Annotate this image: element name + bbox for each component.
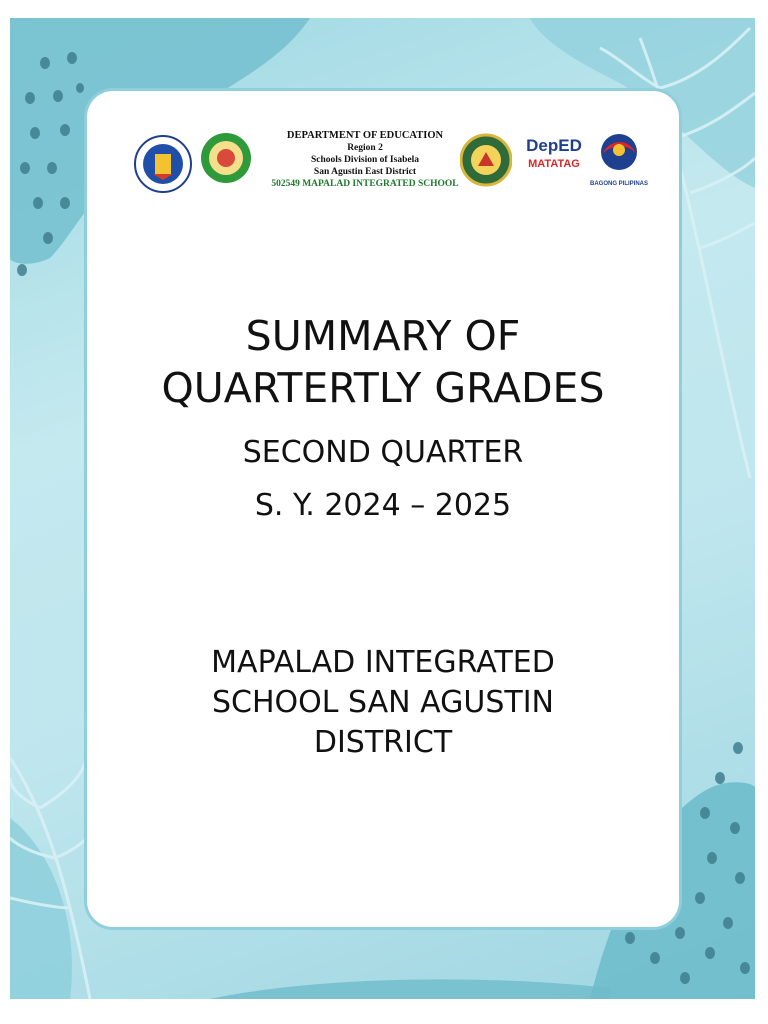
district-seal-icon (200, 132, 252, 184)
school-name (183, 643, 583, 763)
school-seal-icon (460, 132, 512, 188)
school-name-line-1: MAPALAD INTEGRATED (211, 645, 555, 680)
deped-logo-text: DepED (526, 136, 582, 155)
deped-matatag-logo (526, 136, 582, 188)
school-name-line-2: SCHOOL SAN AGUSTIN (212, 685, 554, 720)
department-name: DEPARTMENT OF EDUCATION (286, 130, 444, 141)
quarter-label: SECOND QUARTER (242, 435, 524, 470)
school-name-line-3: DISTRICT (313, 725, 453, 760)
letterhead (130, 126, 650, 196)
title-line-2: QUARTERTLY GRADES (161, 364, 605, 412)
department-heading (270, 130, 460, 190)
bagong-pilipinas-text: BAGONG PILIPINAS (590, 181, 649, 187)
region-name: Region 2 (347, 143, 383, 153)
school-id-line: 502549 MAPALAD INTEGRATED SCHOOL (271, 179, 459, 189)
bagong-pilipinas-icon (590, 130, 648, 176)
title-line-1: SUMMARY OF (245, 312, 521, 360)
deped-seal-icon (133, 134, 193, 194)
district-name: San Agustin East District (313, 167, 417, 177)
division-name: Schools Division of Isabela (311, 155, 419, 165)
document-title (87, 310, 679, 414)
school-year-label: S. Y. 2024 – 2025 (254, 488, 512, 523)
matatag-logo-text: MATATAG (528, 158, 580, 170)
bagong-pilipinas-logo (590, 130, 648, 192)
